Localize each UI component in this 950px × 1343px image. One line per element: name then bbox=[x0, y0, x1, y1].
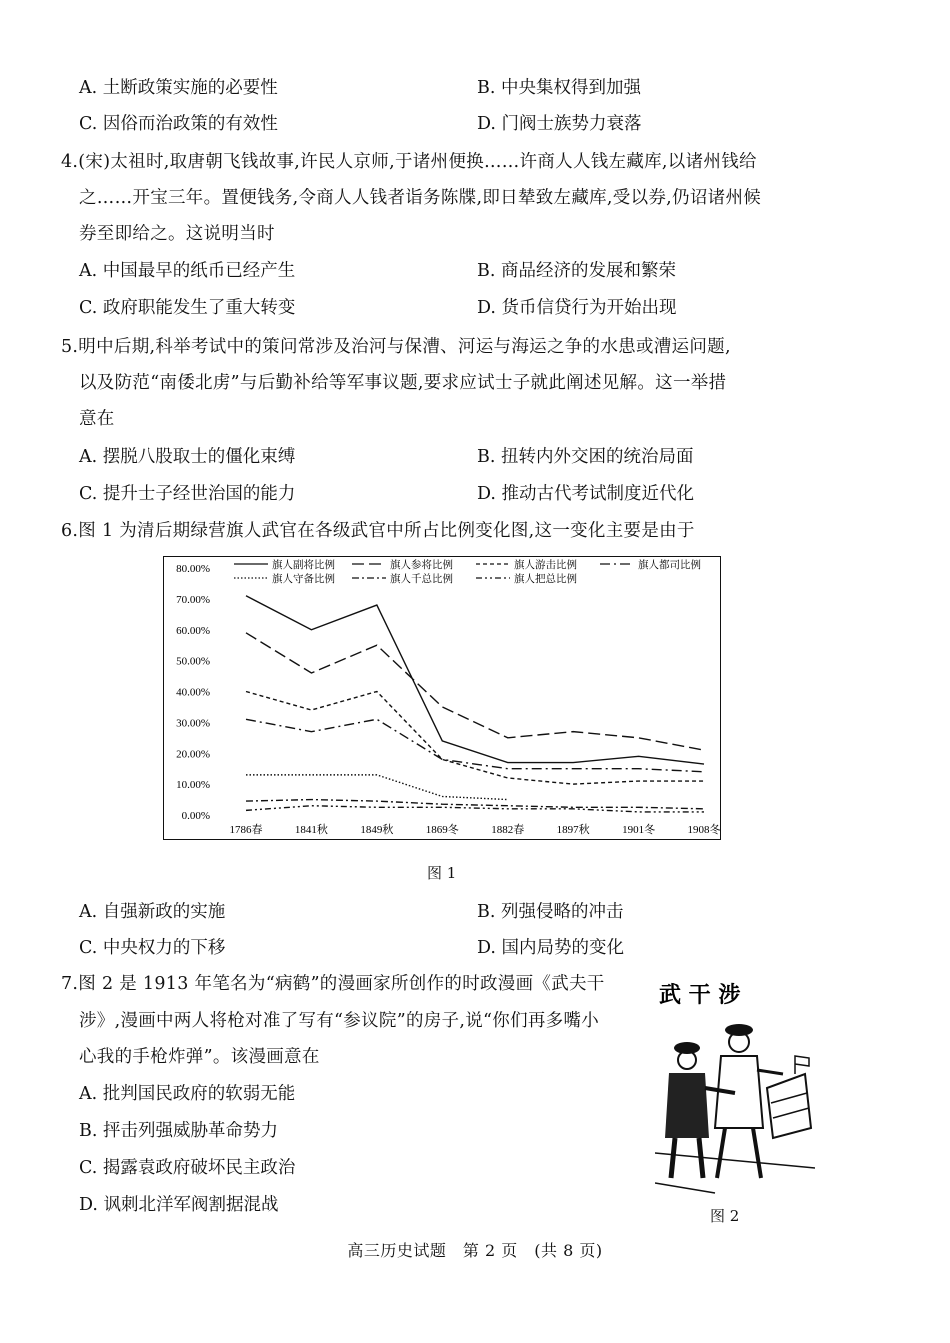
q6-option-a: A. 自强新政的实施 bbox=[79, 902, 226, 922]
y-tick-label: 30.00% bbox=[176, 717, 210, 730]
q7-stem-line-1: 7.图 2 是 1913 年笔名为“病鹤”的漫画家所创作的时政漫画《武夫干 bbox=[61, 974, 605, 994]
legend-label: 旗人都司比例 bbox=[638, 559, 701, 571]
x-tick-label: 1897秋 bbox=[556, 824, 590, 836]
page-footer: 高三历史试题 第 2 页 (共 8 页) bbox=[347, 1241, 603, 1260]
legend-label: 旗人副将比例 bbox=[272, 559, 335, 571]
x-tick-label: 1908冬 bbox=[687, 824, 720, 836]
y-tick-label: 80.00% bbox=[176, 563, 210, 575]
legend-label: 旗人千总比例 bbox=[390, 573, 453, 585]
q7-option-a: A. 批判国民政府的软弱无能 bbox=[79, 1084, 296, 1104]
figure-1-caption: 图 1 bbox=[427, 864, 457, 882]
y-tick-label: 0.00% bbox=[181, 810, 210, 822]
q4-option-d: D. 货币信贷行为开始出现 bbox=[477, 298, 677, 318]
series-line-1 bbox=[246, 596, 704, 764]
q7-option-c: C. 揭露袁政府破坏民主政治 bbox=[79, 1158, 296, 1178]
y-tick-label: 40.00% bbox=[176, 686, 210, 699]
q5-option-c: C. 提升士子经世治国的能力 bbox=[79, 484, 296, 504]
chart-svg bbox=[164, 557, 720, 839]
x-tick-label: 1841秋 bbox=[294, 824, 328, 836]
legend-label: 旗人游击比例 bbox=[514, 559, 577, 571]
q3-option-c: C. 因俗而治政策的有效性 bbox=[79, 114, 278, 134]
q4-stem-line-3: 券至即给之。这说明当时 bbox=[79, 224, 275, 244]
series-line-5 bbox=[246, 775, 508, 800]
q4-stem-line-2: 之……开宝三年。置便钱务,令商人人钱者诣务陈牒,即日辇致左藏库,受以券,仍诏诸州候 bbox=[79, 188, 762, 208]
legend-label: 旗人参将比例 bbox=[390, 559, 453, 571]
legend-label: 旗人把总比例 bbox=[514, 573, 577, 585]
q5-stem-line-3: 意在 bbox=[79, 409, 115, 429]
y-tick-label: 60.00% bbox=[176, 624, 210, 637]
q6-option-d: D. 国内局势的变化 bbox=[477, 938, 625, 958]
q6-option-b: B. 列强侵略的冲击 bbox=[477, 902, 624, 922]
q5-option-b: B. 扭转内外交困的统治局面 bbox=[477, 447, 694, 467]
q5-stem-line-1: 5.明中后期,科举考试中的策问常涉及治河与保漕、河运与海运之争的水患或漕运问题, bbox=[61, 337, 731, 357]
x-tick-label: 1901冬 bbox=[622, 824, 656, 836]
x-tick-label: 1869冬 bbox=[425, 824, 459, 836]
x-tick-label: 1786春 bbox=[229, 824, 263, 836]
q4-option-b: B. 商品经济的发展和繁荣 bbox=[477, 261, 676, 281]
y-tick-label: 50.00% bbox=[176, 655, 210, 668]
figure-2-caption: 图 2 bbox=[710, 1207, 740, 1225]
q3-option-a: A. 土断政策实施的必要性 bbox=[79, 78, 278, 98]
q7-option-d: D. 讽刺北洋军阀割据混战 bbox=[79, 1195, 279, 1215]
q6-stem: 6.图 1 为清后期绿营旗人武官在各级武官中所占比例变化图,这一变化主要是由于 bbox=[61, 521, 695, 541]
q4-stem-line-1: 4.(宋)太祖时,取唐朝飞钱故事,许民人京师,于诸州便换……许商人人钱左藏库,以诸州钱给 bbox=[61, 152, 757, 172]
q5-option-d: D. 推动古代考试制度近代化 bbox=[477, 484, 695, 504]
x-tick-label: 1849秋 bbox=[360, 824, 394, 836]
series-line-2 bbox=[246, 633, 704, 750]
q7-stem-line-3: 心我的手枪炸弹”。该漫画意在 bbox=[79, 1047, 320, 1067]
q7-stem-line-2: 涉》,漫画中两人将枪对准了写有“参议院”的房子,说“你们再多嘴小 bbox=[79, 1011, 600, 1031]
series-line-4 bbox=[246, 719, 704, 771]
y-tick-label: 20.00% bbox=[176, 748, 210, 761]
series-line-7 bbox=[246, 806, 704, 812]
q4-option-a: A. 中国最早的纸币已经产生 bbox=[79, 261, 296, 281]
y-tick-label: 70.00% bbox=[176, 593, 210, 606]
q5-stem-line-2: 以及防范“南倭北虏”与后勤补给等军事议题,要求应试士子就此阐述见解。这一举措 bbox=[79, 373, 727, 393]
q5-option-a: A. 摆脱八股取士的僵化束缚 bbox=[79, 447, 296, 467]
x-tick-label: 1882春 bbox=[491, 824, 525, 836]
q4-option-c: C. 政府职能发生了重大转变 bbox=[79, 298, 296, 318]
series-line-3 bbox=[246, 692, 704, 785]
figure-2-cartoon bbox=[655, 978, 815, 1198]
figure-1-chart bbox=[163, 556, 721, 840]
q7-option-b: B. 抨击列强威胁革命势力 bbox=[79, 1121, 278, 1141]
q3-option-b: B. 中央集权得到加强 bbox=[477, 78, 641, 98]
y-tick-label: 10.00% bbox=[176, 779, 210, 792]
q3-option-d: D. 门阀士族势力衰落 bbox=[477, 114, 642, 134]
cartoon-title-text: 武 干 涉 bbox=[659, 982, 741, 1008]
q6-option-c: C. 中央权力的下移 bbox=[79, 938, 226, 958]
legend-label: 旗人守备比例 bbox=[272, 573, 335, 585]
